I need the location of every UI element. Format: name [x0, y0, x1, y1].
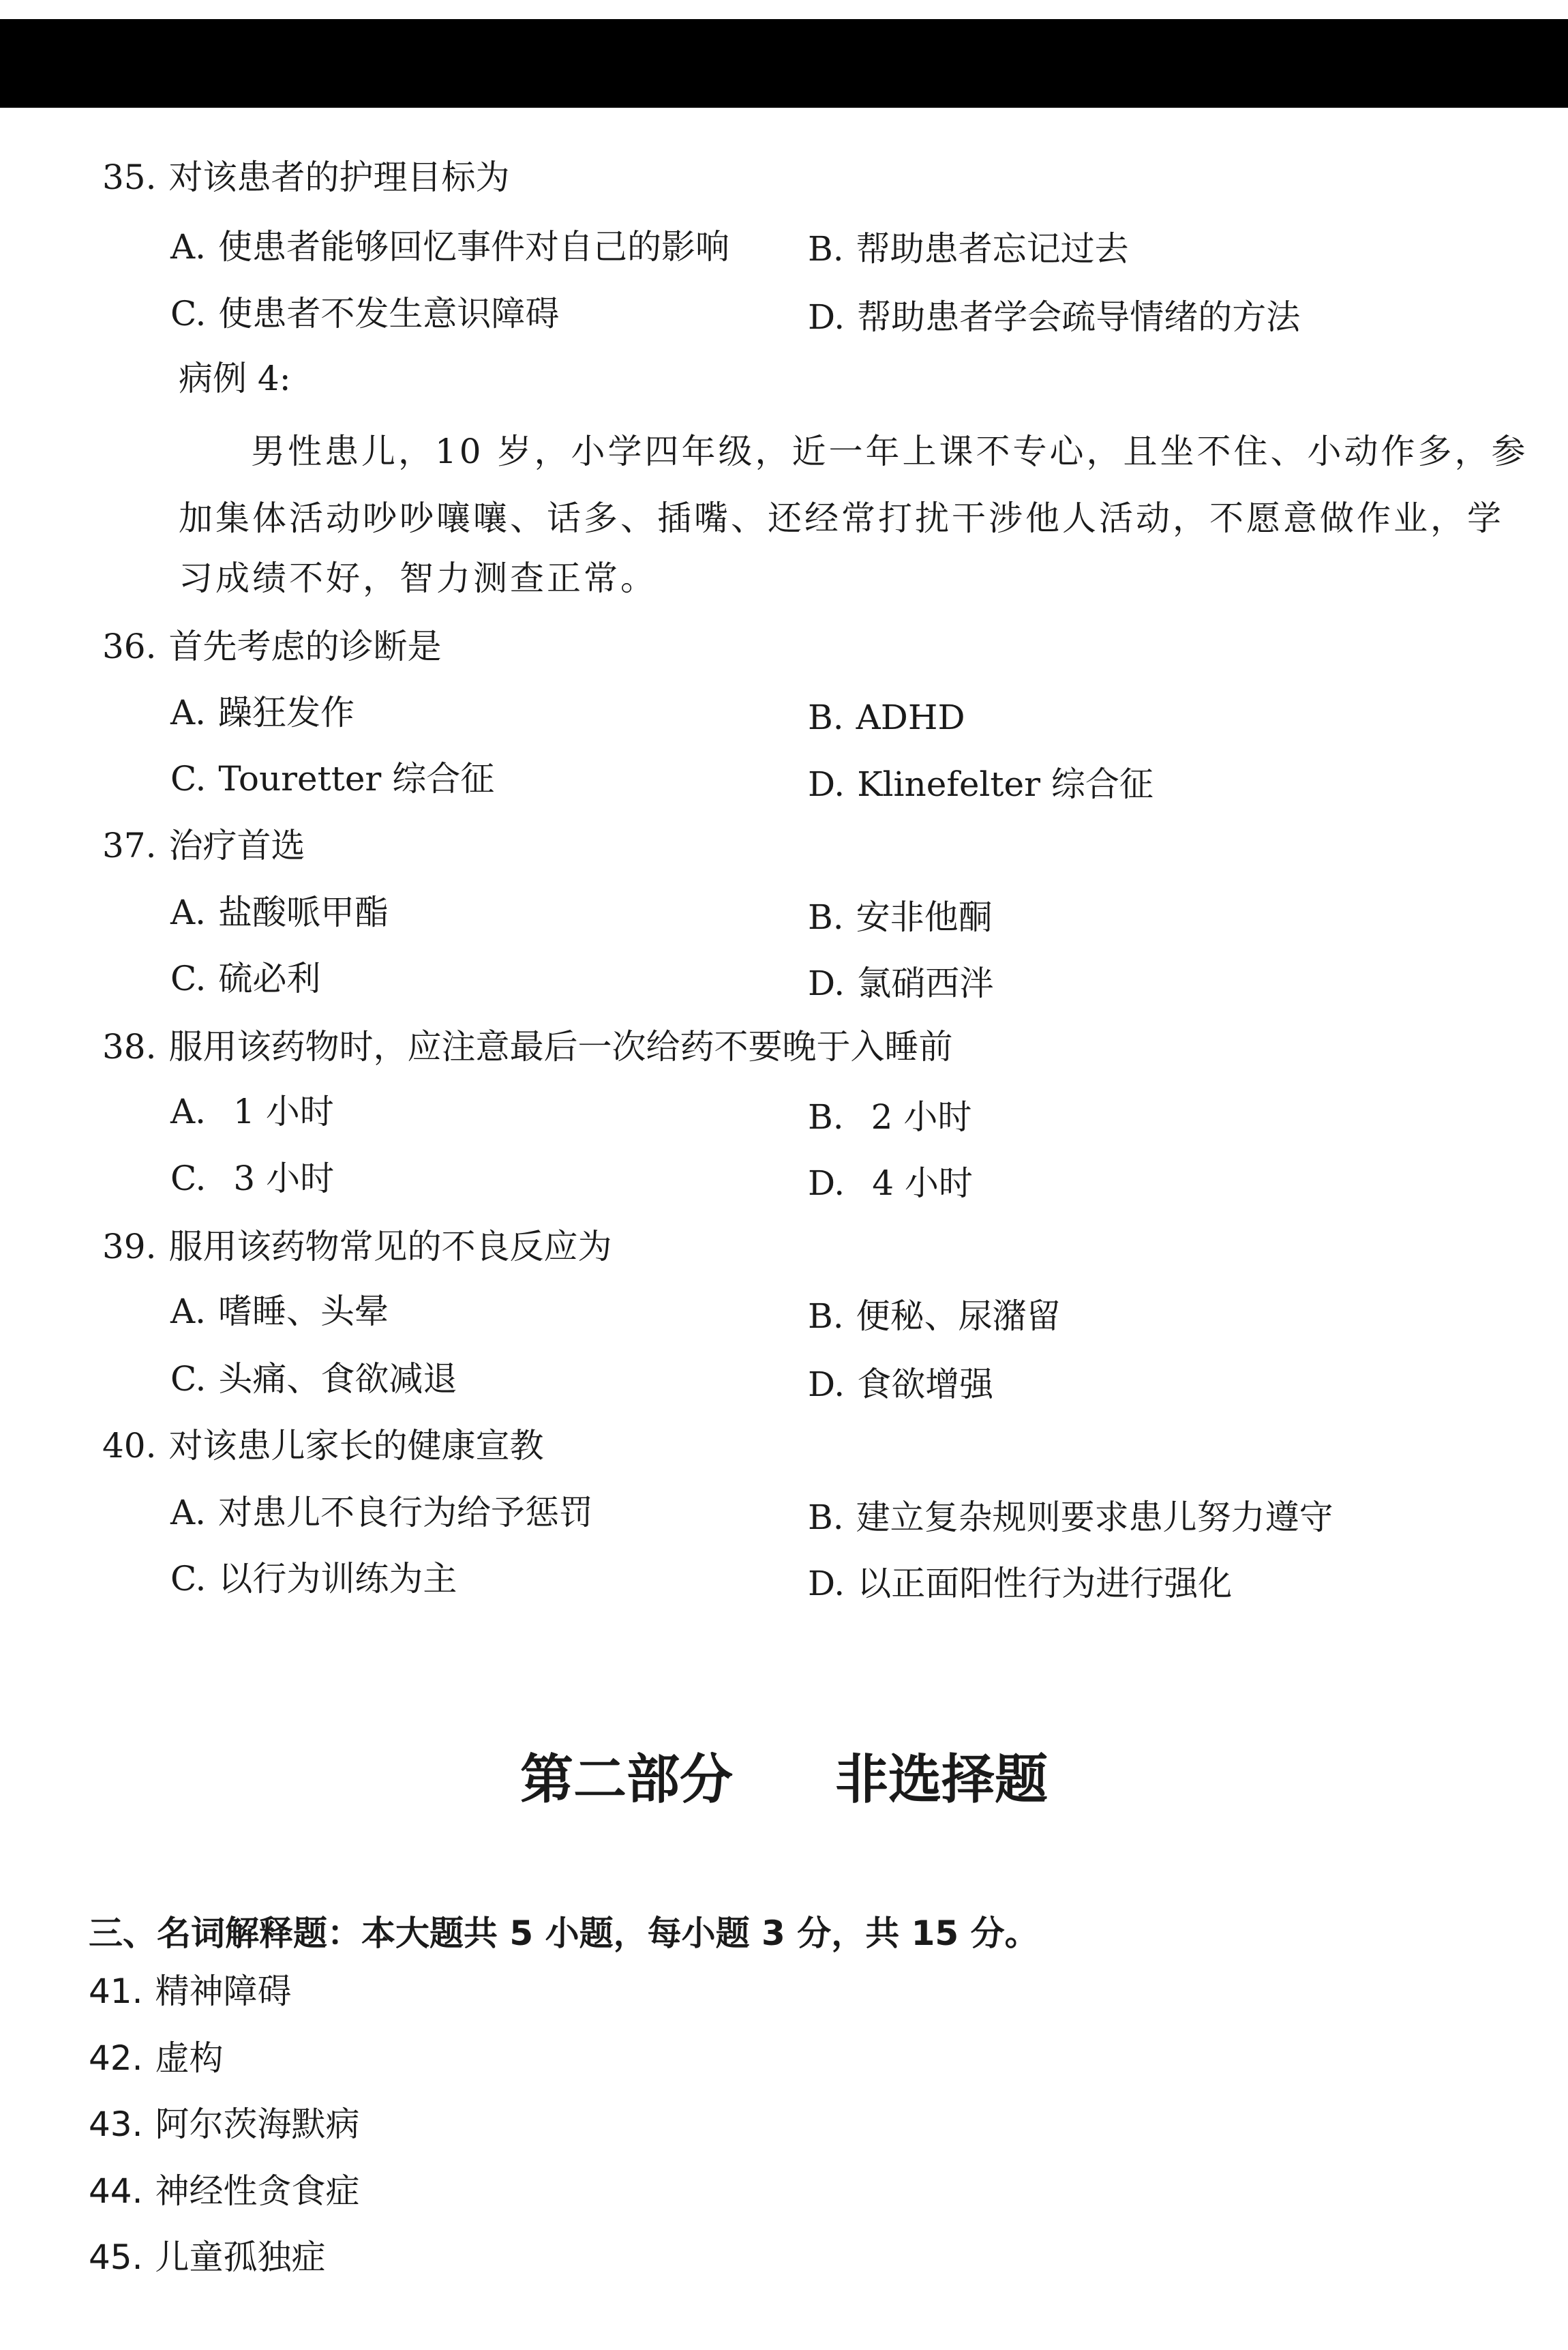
q40-option-d: D. 以正面阳性行为进行强化 [808, 1564, 1233, 1603]
q36-option-b: B. ADHD [808, 698, 965, 737]
q37-option-d: D. 氯硝西泮 [808, 964, 994, 1003]
question-38: 38. 服用该药物时，应注意最后一次给药不要晚于入睡前 [102, 1027, 953, 1067]
term-45: 45. 儿童孤独症 [89, 2237, 326, 2277]
q40-option-b: B. 建立复杂规则要求患儿努力遵守 [808, 1498, 1333, 1537]
q38-option-d: D. 4 小时 [808, 1163, 973, 1203]
part-two-subtitle: 非选择题 [835, 1749, 1049, 1811]
q35-option-a: A. 使患者能够回忆事件对自己的影响 [170, 227, 730, 267]
q37-option-a: A. 盐酸哌甲酯 [170, 893, 389, 932]
q37-option-b: B. 安非他酮 [808, 897, 993, 937]
q36-option-d: D. Klinefelter 综合征 [808, 764, 1154, 804]
q38-option-c: C. 3 小时 [170, 1159, 335, 1198]
case-title: 病例 4: [179, 359, 291, 398]
term-44: 44. 神经性贪食症 [89, 2171, 360, 2211]
q36-option-a: A. 躁狂发作 [170, 693, 355, 732]
q35-option-d: D. 帮助患者学会疏导情绪的方法 [808, 297, 1301, 337]
q36-option-c: C. Touretter 综合征 [170, 759, 495, 799]
case-paragraph-line-3: 习成绩不好，智力测查正常。 [179, 559, 657, 598]
question-37: 37. 治疗首选 [102, 826, 305, 865]
q40-option-a: A. 对患儿不良行为给予惩罚 [170, 1493, 594, 1532]
case-paragraph-line-2: 加集体活动吵吵嚷嚷、话多、插嘴、还经常打扰干涉他人活动，不愿意做作业，学 [179, 499, 1504, 538]
q38-option-a: A. 1 小时 [170, 1092, 334, 1131]
q38-option-b: B. 2 小时 [808, 1097, 972, 1137]
part-two-title [0, 1749, 1568, 1811]
term-43: 43. 阿尔茨海默病 [89, 2104, 360, 2144]
q37-option-c: C. 硫必利 [170, 959, 321, 998]
question-36: 36. 首先考虑的诊断是 [102, 627, 442, 666]
case-paragraph-line-1: 男性患儿，10 岁，小学四年级，近一年上课不专心，且坐不住、小动作多，参 [251, 432, 1528, 471]
q39-option-a: A. 嗜睡、头晕 [170, 1292, 389, 1331]
question-35 [102, 157, 510, 198]
question-40: 40. 对该患儿家长的健康宣教 [102, 1426, 544, 1466]
redaction-bar [0, 19, 1568, 108]
q35-option-c: C. 使患者不发生意识障碍 [170, 294, 560, 333]
q40-option-c: C. 以行为训练为主 [170, 1559, 457, 1598]
term-42: 42. 虚构 [89, 2038, 224, 2078]
question-text: 对该患者的护理目标为 [168, 158, 510, 197]
question-39: 39. 服用该药物常见的不良反应为 [102, 1227, 612, 1266]
section-heading: 三、名词解释题：本大题共 5 小题，每小题 3 分，共 15 分。 [89, 1914, 1039, 1953]
part-two-label: 第二部分 [519, 1749, 733, 1811]
q39-option-d: D. 食欲增强 [808, 1365, 994, 1404]
q39-option-b: B. 便秘、尿潴留 [808, 1296, 1061, 1336]
question-number: 35. [102, 158, 157, 197]
q35-option-b: B. 帮助患者忘记过去 [808, 229, 1129, 269]
term-41: 41. 精神障碍 [89, 1972, 292, 2011]
q39-option-c: C. 头痛、食欲减退 [170, 1359, 457, 1399]
